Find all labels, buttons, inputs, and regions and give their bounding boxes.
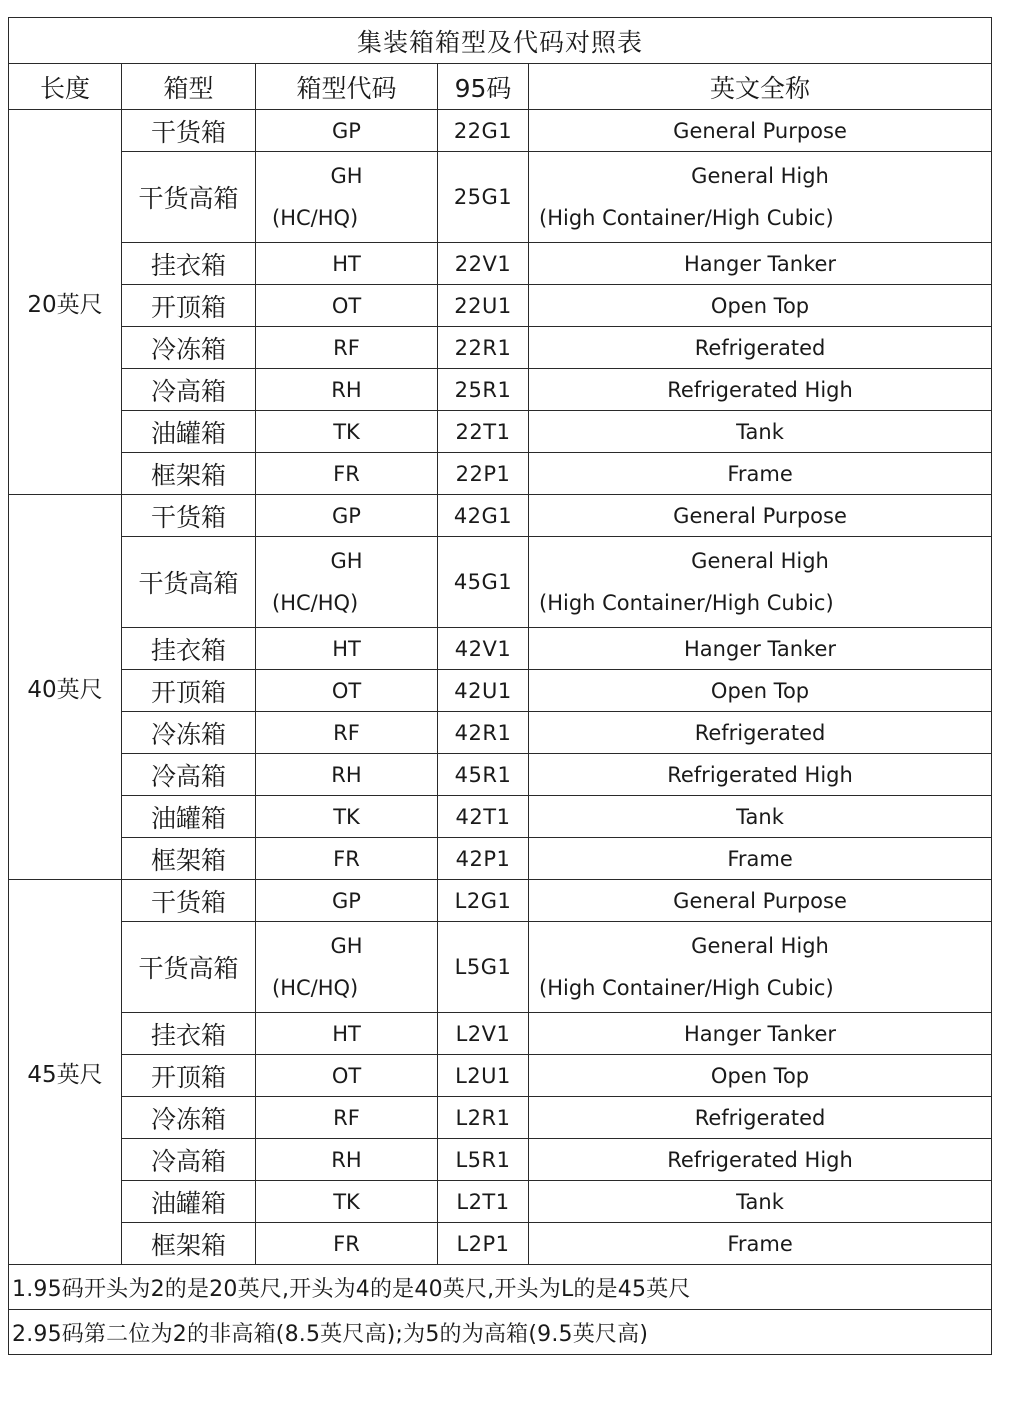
note-cell [9,1265,992,1310]
english-cell: Refrigerated [529,712,992,754]
english-cell: Hanger Tanker [529,628,992,670]
table-row [9,327,992,369]
english-cell [529,537,992,628]
header-code95: 95码 [438,64,529,110]
table-title: 集装箱箱型及代码对照表 [9,18,992,64]
type-cell: 干货高箱 [122,537,256,628]
code-cell: FR [256,1223,438,1265]
table-row [9,369,992,411]
type-cell: 干货高箱 [122,922,256,1013]
type-cell: 框架箱 [122,838,256,880]
code95-cell: 22P1 [438,453,529,495]
type-cell: 框架箱 [122,1223,256,1265]
note-text: 1.95码开头为2的是20英尺,开头为4的是40英尺,开头为L的是45英尺 [12,1276,691,1302]
type-cell: 框架箱 [122,453,256,495]
table-row [9,411,992,453]
english-cell: Refrigerated [529,1097,992,1139]
english-cell: Hanger Tanker [529,1013,992,1055]
type-cell: 冷冻箱 [122,712,256,754]
code95-cell: 22V1 [438,243,529,285]
code95-cell: L2V1 [438,1013,529,1055]
header-english: 英文全称 [529,64,992,110]
table-row [9,110,992,152]
code95-cell: 42R1 [438,712,529,754]
container-code-sheet [8,17,991,1355]
english-cell: General Purpose [529,880,992,922]
table-row [9,628,992,670]
english-cell: Refrigerated High [529,754,992,796]
english-cell: Tank [529,1181,992,1223]
english-cell: General Purpose [529,110,992,152]
notes-section [9,1265,992,1355]
english-main: General High [691,549,829,573]
table-row [9,1181,992,1223]
table-row [9,537,992,628]
type-cell: 干货箱 [122,110,256,152]
code-sub: (HC/HQ) [272,976,359,1000]
code-cell: RH [256,369,438,411]
note-row [9,1310,992,1355]
note-row [9,1265,992,1310]
type-cell: 冷冻箱 [122,327,256,369]
table-row [9,712,992,754]
code95-cell: L2P1 [438,1223,529,1265]
code95-cell: 22T1 [438,411,529,453]
code-cell [256,152,438,243]
table-row [9,453,992,495]
type-cell: 干货高箱 [122,152,256,243]
english-main: General High [691,164,829,188]
type-cell: 油罐箱 [122,796,256,838]
code95-cell: L2R1 [438,1097,529,1139]
table-row [9,152,992,243]
english-cell: Refrigerated High [529,1139,992,1181]
english-cell: General Purpose [529,495,992,537]
english-cell: Open Top [529,1055,992,1097]
code95-cell: 25G1 [438,152,529,243]
header-type: 箱型 [122,64,256,110]
type-cell: 冷高箱 [122,369,256,411]
code-cell: TK [256,1181,438,1223]
code-cell: GP [256,880,438,922]
length-cell: 45英尺 [9,880,122,1265]
table-row [9,922,992,1013]
title-row [9,18,992,64]
type-cell: 挂衣箱 [122,243,256,285]
type-cell: 油罐箱 [122,1181,256,1223]
table-row [9,796,992,838]
english-cell: Open Top [529,285,992,327]
code95-cell: 42G1 [438,495,529,537]
table-row [9,1097,992,1139]
table-row [9,880,992,922]
code-cell: FR [256,453,438,495]
table-row [9,754,992,796]
code95-cell: L2T1 [438,1181,529,1223]
type-cell: 干货箱 [122,495,256,537]
code95-cell: 22G1 [438,110,529,152]
length-cell: 40英尺 [9,495,122,880]
code-cell [256,537,438,628]
code95-cell: 22U1 [438,285,529,327]
english-cell: Frame [529,1223,992,1265]
english-cell: Frame [529,838,992,880]
code95-cell: L2U1 [438,1055,529,1097]
code-sub: (HC/HQ) [272,591,359,615]
type-cell: 挂衣箱 [122,1013,256,1055]
english-cell [529,922,992,1013]
code-cell: FR [256,838,438,880]
table-row [9,1223,992,1265]
english-main: General High [691,934,829,958]
code-cell: RH [256,754,438,796]
english-sub: (High Container/High Cubic) [539,976,834,1000]
length-cell: 20英尺 [9,110,122,495]
table-row [9,1055,992,1097]
english-cell: Refrigerated [529,327,992,369]
header-row [9,64,992,110]
table-row [9,285,992,327]
code-cell: GP [256,495,438,537]
code-cell: OT [256,1055,438,1097]
code95-cell: 42P1 [438,838,529,880]
table-row [9,495,992,537]
type-cell: 干货箱 [122,880,256,922]
code-cell [256,922,438,1013]
code95-cell: 42T1 [438,796,529,838]
english-cell: Open Top [529,670,992,712]
note-text: 2.95码第二位为2的非高箱(8.5英尺高);为5的为高箱(9.5英尺高) [12,1321,649,1347]
type-cell: 开顶箱 [122,1055,256,1097]
code-cell: RF [256,1097,438,1139]
code-main: GH [330,164,363,188]
type-cell: 油罐箱 [122,411,256,453]
table-row [9,1139,992,1181]
code-cell: OT [256,670,438,712]
code-cell: HT [256,243,438,285]
code-main: GH [330,549,363,573]
header-code: 箱型代码 [256,64,438,110]
code-cell: GP [256,110,438,152]
english-cell: Refrigerated High [529,369,992,411]
table-row [9,838,992,880]
code95-cell: 45G1 [438,537,529,628]
code95-cell: L5R1 [438,1139,529,1181]
header-length: 长度 [9,64,122,110]
code-cell: OT [256,285,438,327]
code95-cell: 25R1 [438,369,529,411]
note-cell [9,1310,992,1355]
english-cell: Tank [529,796,992,838]
type-cell: 冷高箱 [122,1139,256,1181]
english-sub: (High Container/High Cubic) [539,591,834,615]
code95-cell: L2G1 [438,880,529,922]
code-cell: TK [256,411,438,453]
code95-cell: 22R1 [438,327,529,369]
type-cell: 开顶箱 [122,285,256,327]
code-cell: HT [256,628,438,670]
code-main: GH [330,934,363,958]
english-cell [529,152,992,243]
table-row [9,670,992,712]
code-sub: (HC/HQ) [272,206,359,230]
type-cell: 挂衣箱 [122,628,256,670]
code-cell: RF [256,712,438,754]
table-row [9,1013,992,1055]
code95-cell: 42V1 [438,628,529,670]
code95-cell: 42U1 [438,670,529,712]
code95-cell: 45R1 [438,754,529,796]
code-cell: TK [256,796,438,838]
container-code-table [8,17,992,1355]
code-cell: RF [256,327,438,369]
code95-cell: L5G1 [438,922,529,1013]
table-row [9,243,992,285]
table-body [9,18,992,1265]
english-cell: Tank [529,411,992,453]
code-cell: RH [256,1139,438,1181]
type-cell: 冷冻箱 [122,1097,256,1139]
type-cell: 冷高箱 [122,754,256,796]
type-cell: 开顶箱 [122,670,256,712]
code-cell: HT [256,1013,438,1055]
english-cell: Hanger Tanker [529,243,992,285]
english-cell: Frame [529,453,992,495]
english-sub: (High Container/High Cubic) [539,206,834,230]
